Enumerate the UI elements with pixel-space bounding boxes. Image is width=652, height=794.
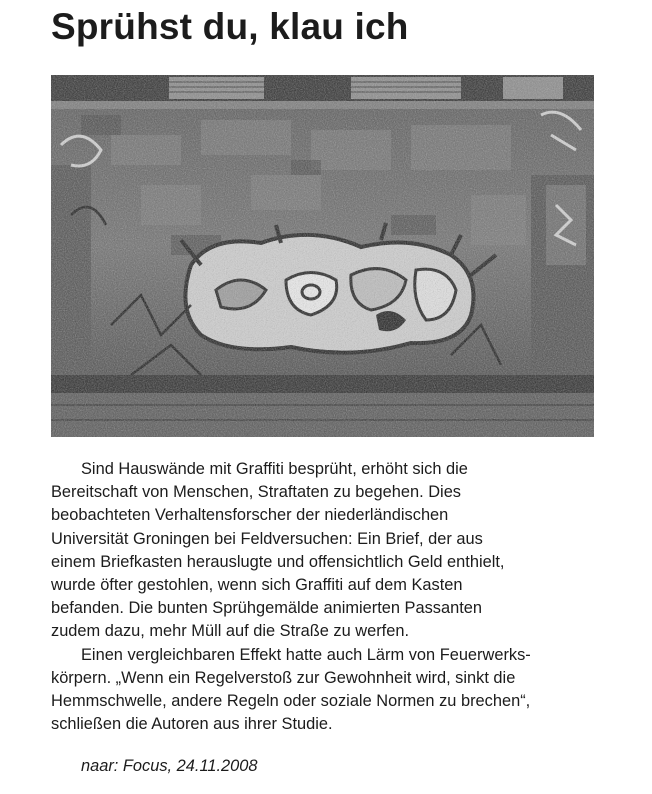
text-line: zudem dazu, mehr Müll auf die Straße zu werfen.: [51, 622, 410, 641]
text-line: körpern. „Wenn ein Regelverstoß zur Gewohnheit wird, sinkt die: [51, 668, 516, 687]
text-line: Bereitschaft von Menschen, Straftaten zu begehen. Dies: [51, 483, 462, 502]
text-line: schließen die Autoren aus ihrer Studie.: [51, 715, 333, 734]
paragraph-2: [51, 644, 611, 737]
text-line: beobachteten Verhaltensforscher der niederländischen: [51, 506, 449, 525]
source-citation: naar: Focus, 24.11.2008: [81, 757, 258, 775]
paragraph-1: [51, 458, 611, 644]
article-body: [51, 458, 611, 736]
text-line: Sind Hauswände mit Graffiti besprüht, erhöht sich die: [81, 460, 468, 478]
text-line: Universität Groningen bei Feldversuchen: Ein Brief, der aus: [51, 529, 483, 548]
graffiti-wall-photo: [51, 75, 594, 437]
text-line: wurde öfter gestohlen, wenn sich Graffiti auf dem Kasten: [51, 576, 463, 595]
text-line: einem Briefkasten herauslugte und offensichtlich Geld enthielt,: [51, 552, 505, 571]
page-title: Sprühst du, klau ich: [51, 6, 409, 47]
text-line: befanden. Die bunten Sprühgemälde animierten Passanten: [51, 599, 483, 618]
text-line: Hemmschwelle, andere Regeln oder soziale Normen zu brechen“,: [51, 692, 531, 711]
text-line: Einen vergleichbaren Effekt hatte auch Lärm von Feuerwerks-: [81, 645, 531, 664]
